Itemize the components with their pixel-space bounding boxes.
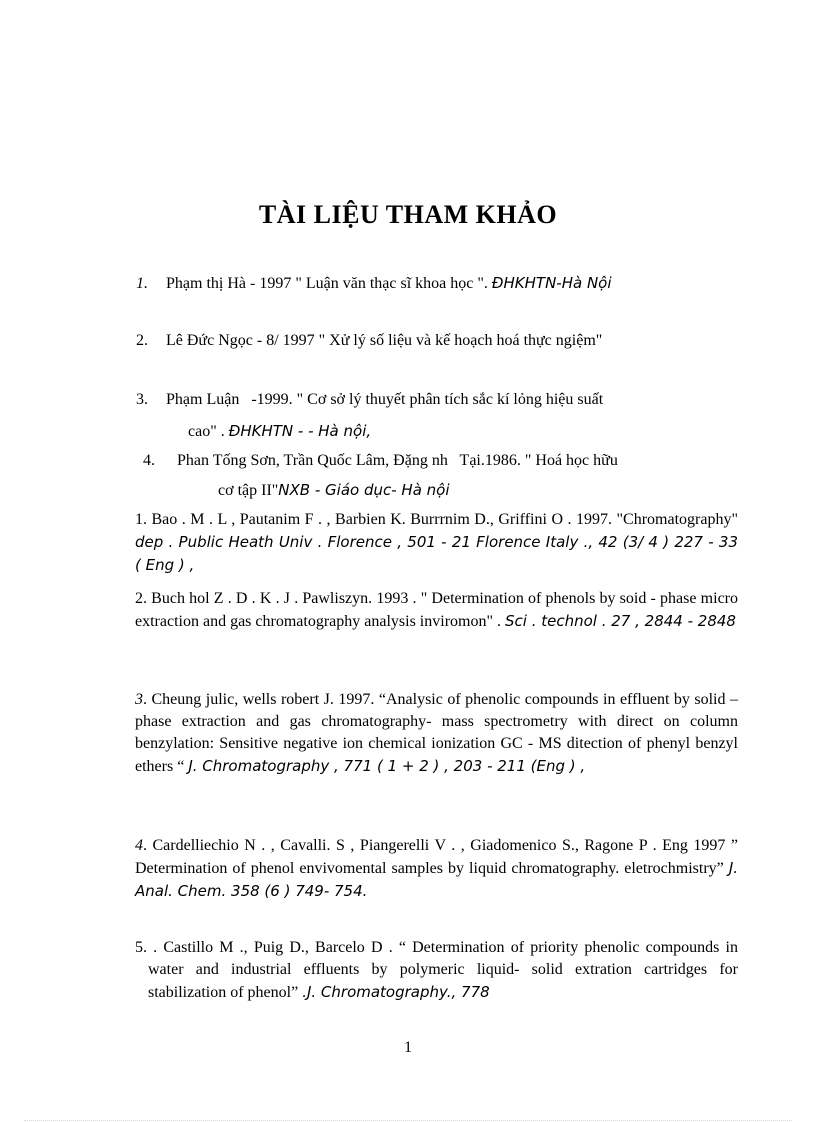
reference-text: Phan Tống Sơn, Trần Quốc Lâm, Đặng nh Tại.1986. " Hoá học hữu	[177, 452, 618, 469]
reference-text: . Cheung julic, wells robert J. 1997. “Analysic of phenolic compounds in effluent by solid – phase extraction and gas chromatography- mass spectrometry with direct on column benzylation: Sensitive negative ion chemical ionization GC - MS ditection of phenyl benzyl ethers “	[135, 691, 738, 775]
reference-source: J. Chromatography , 771 ( 1 + 2 ) , 203 - 211 (Eng ) ,	[188, 757, 586, 775]
reference-text: 1. Bao . M . L , Pautanim F . , Barbien K. Burrrnim D., Griffini O . 1997. "Chromatography"	[135, 511, 738, 528]
reference-en-3	[135, 689, 738, 778]
reference-en-5	[135, 937, 738, 1004]
reference-source: ĐHKHTN-Hà Nội	[491, 274, 612, 292]
page-bottom-divider	[24, 1120, 792, 1121]
reference-vn-1	[136, 272, 612, 295]
reference-source: J. Anal. Chem. 358 (6 ) 749- 754.	[135, 859, 739, 900]
reference-text-continued: cơ tập II"	[218, 482, 279, 499]
reference-en-4	[135, 835, 738, 903]
reference-en-2	[135, 588, 738, 633]
reference-source: .J. Chromatography., 778	[302, 983, 490, 1001]
reference-text: Lê Đức Ngọc - 8/ 1997 " Xử lý số liệu và kế hoạch hoá thực ngiệm"	[166, 332, 603, 349]
reference-source: dep . Public Heath Univ . Florence , 501 - 21 Florence Italy ., 42 (3/ 4 ) 227 - 33 ( Eng ) ,	[135, 533, 738, 574]
reference-number: 4.	[143, 452, 155, 469]
reference-text: 2. Buch hol Z . D . K . J . Pawliszyn. 1993 . " Determination of phenols by soid - phase micro extraction and gas chromatography analysis inviromon" .	[135, 590, 738, 630]
reference-en-1	[135, 509, 738, 577]
reference-number: 3.	[136, 391, 148, 408]
reference-vn-4	[143, 450, 618, 472]
reference-text: Phạm Luận -1999. " Cơ sở lý thuyết phân tích sắc kí lỏng hiệu suất	[166, 391, 604, 408]
reference-vn-3	[136, 389, 603, 411]
reference-text: . Cardelliechio N . , Cavalli. S , Piangerelli V . , Giadomenico S., Ragone P . Eng 1997 ” Determination of phenol envivomental samples by liquid chromatography. eletrochmistry”	[135, 837, 738, 877]
reference-vn-3-continued	[188, 420, 371, 443]
page-title: TÀI LIỆU THAM KHẢO	[258, 200, 558, 229]
reference-source: Sci . technol . 27 , 2844 - 2848	[505, 612, 736, 630]
reference-number: 1.	[136, 275, 148, 292]
reference-number: 2.	[136, 332, 148, 349]
reference-number: 3	[135, 691, 143, 708]
reference-vn-2	[136, 330, 602, 352]
reference-vn-4-continued	[218, 479, 450, 502]
reference-source: NXB - Giáo dục- Hà nội	[278, 481, 450, 499]
reference-text: Phạm thị Hà - 1997 " Luận văn thạc sĩ khoa học ".	[166, 275, 488, 292]
page-number: 1	[404, 1039, 412, 1056]
reference-text-continued: cao" .	[188, 423, 225, 440]
reference-number: 4	[135, 837, 143, 854]
reference-text: 5. . Castillo M ., Puig D., Barcelo D . “ Determination of priority phenolic compounds in water and industrial effluents by polymeric liquid- solid extration cartridges for stabilization of phenol”	[135, 939, 738, 1001]
reference-source: ĐHKHTN - - Hà nội,	[228, 422, 372, 440]
